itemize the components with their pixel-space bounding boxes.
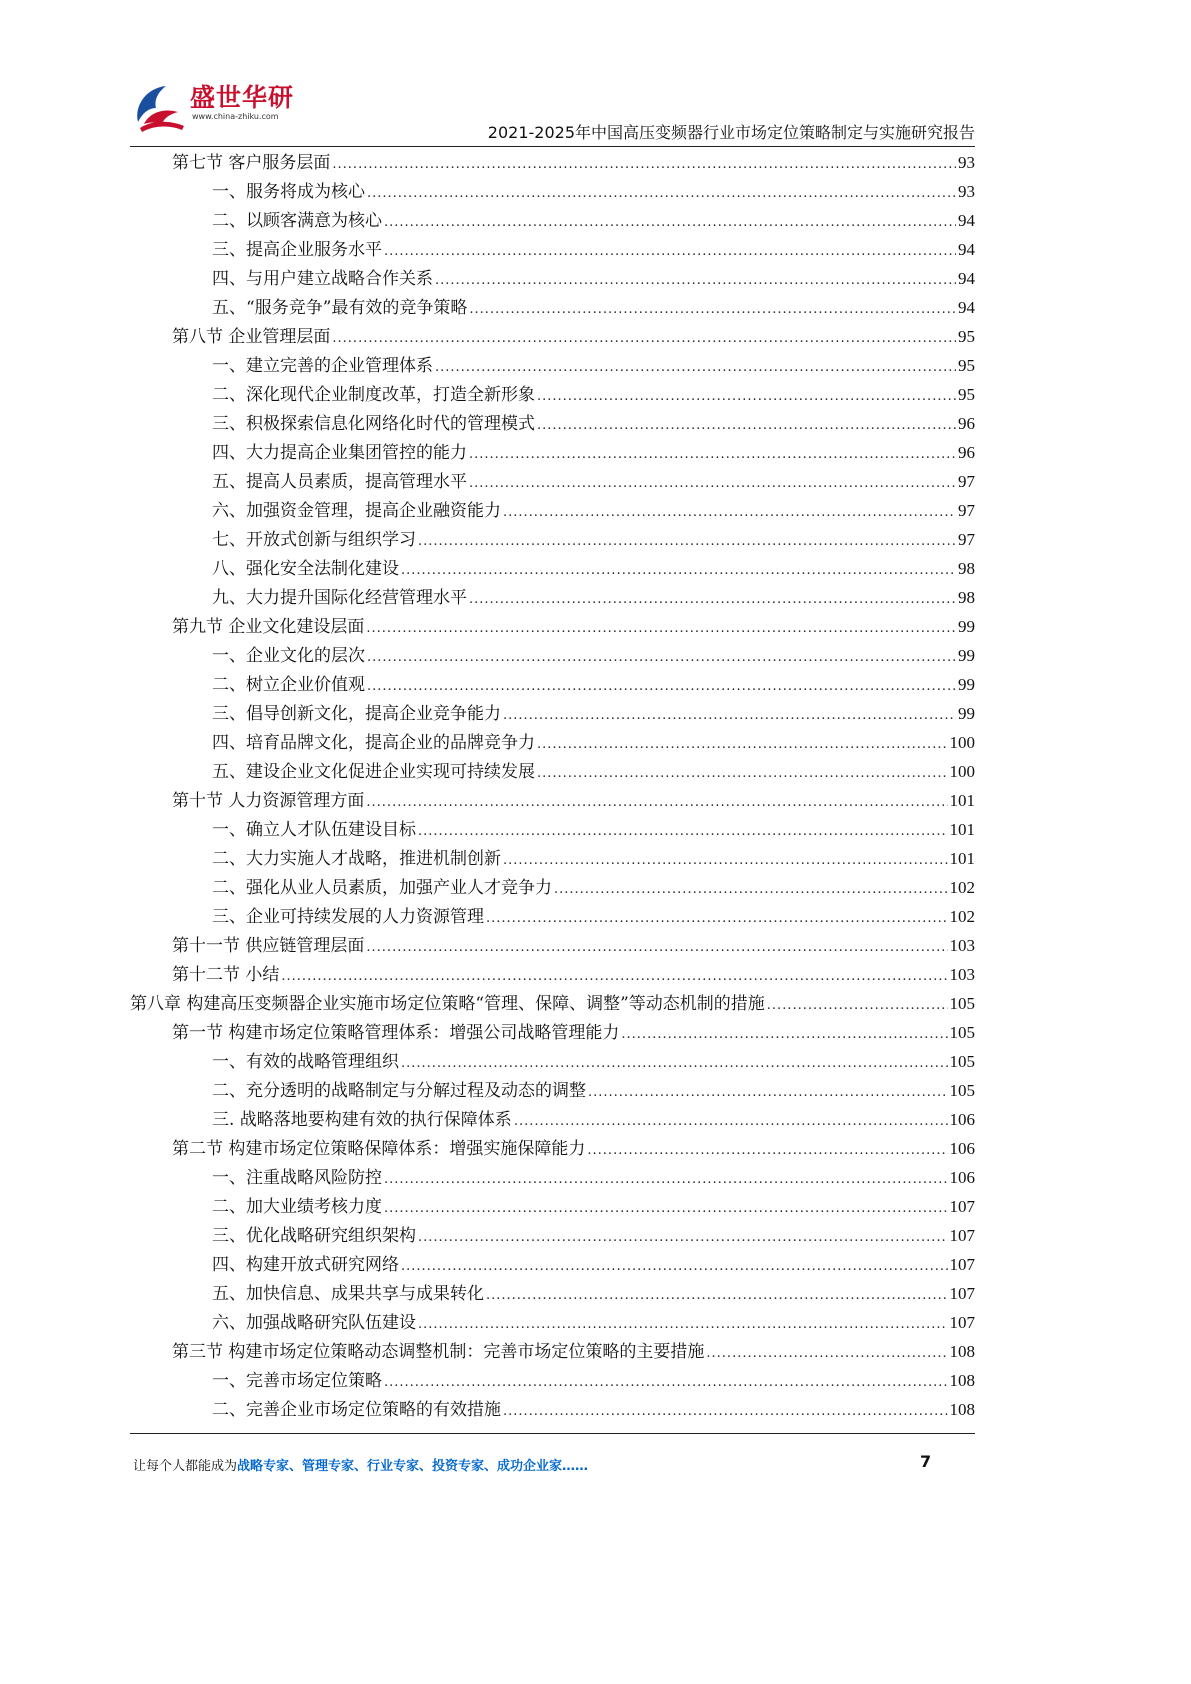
toc-entry-page: 99 <box>958 704 975 723</box>
toc-entry-title: 五、建设企业文化促进企业实现可持续发展 <box>212 762 535 782</box>
toc-dot-leader <box>332 150 956 179</box>
toc-entry[interactable] <box>130 1337 975 1366</box>
report-title: 2021-2025年中国高压变频器行业市场定位策略制定与实施研究报告 <box>487 123 975 142</box>
toc-entry[interactable] <box>130 583 975 612</box>
toc-dot-leader <box>537 759 948 788</box>
toc-entry-page: 101 <box>949 791 975 810</box>
toc-dot-leader <box>332 324 956 353</box>
toc-dot-leader <box>401 556 956 585</box>
toc-dot-leader <box>418 817 948 846</box>
toc-dot-leader <box>401 1252 948 1281</box>
toc-entry[interactable] <box>130 931 975 960</box>
toc-entry[interactable] <box>130 467 975 496</box>
toc-entry-title: 六、加强资金管理，提高企业融资能力 <box>212 501 501 521</box>
toc-entry-title: 四、培育品牌文化，提高企业的品牌竞争力 <box>212 733 535 753</box>
toc-entry-page: 108 <box>949 1342 975 1361</box>
toc-entry-title: 一、注重战略风险防控 <box>212 1168 382 1188</box>
toc-entry[interactable] <box>130 525 975 554</box>
toc-entry[interactable] <box>130 786 975 815</box>
toc-entry[interactable] <box>130 960 975 989</box>
toc-entry-title: 第七节 客户服务层面 <box>172 153 331 173</box>
toc-entry-page: 97 <box>958 472 975 491</box>
toc-dot-leader <box>503 846 948 875</box>
toc-entry[interactable] <box>130 264 975 293</box>
toc-entry-page: 97 <box>958 530 975 549</box>
toc-entry-page: 99 <box>958 646 975 665</box>
toc-dot-leader <box>537 411 956 440</box>
toc-entry-page: 101 <box>949 820 975 839</box>
toc-entry[interactable] <box>130 728 975 757</box>
toc-entry[interactable] <box>130 554 975 583</box>
footer-divider <box>130 1433 975 1434</box>
toc-entry[interactable] <box>130 1047 975 1076</box>
toc-entry[interactable] <box>130 1221 975 1250</box>
toc-entry[interactable] <box>130 873 975 902</box>
toc-entry-title: 四、构建开放式研究网络 <box>212 1255 399 1275</box>
toc-dot-leader <box>401 1049 948 1078</box>
toc-entry-title: 二、大力实施人才战略，推进机制创新 <box>212 849 501 869</box>
page-number: 7 <box>920 1452 932 1471</box>
toc-entry[interactable] <box>130 1279 975 1308</box>
toc-dot-leader <box>537 382 956 411</box>
toc-entry-page: 95 <box>958 356 975 375</box>
toc-entry-page: 93 <box>958 153 975 172</box>
toc-dot-leader <box>537 730 948 759</box>
toc-dot-leader <box>469 440 956 469</box>
toc-entry[interactable] <box>130 322 975 351</box>
toc-entry-title: 二、强化从业人员素质，加强产业人才竞争力 <box>212 878 552 898</box>
toc-dot-leader <box>384 1194 948 1223</box>
toc-dot-leader <box>384 1165 948 1194</box>
toc-entry-page: 95 <box>958 327 975 346</box>
toc-dot-leader <box>281 962 947 991</box>
toc-entry-page: 105 <box>949 1023 975 1042</box>
toc-entry[interactable] <box>130 1134 975 1163</box>
toc-entry[interactable] <box>130 815 975 844</box>
toc-entry-page: 108 <box>949 1371 975 1390</box>
toc-entry-page: 105 <box>949 1052 975 1071</box>
toc-entry-page: 107 <box>949 1313 975 1332</box>
toc-entry-title: 五、“服务竞争”最有效的竞争策略 <box>212 298 468 318</box>
toc-entry-page: 93 <box>958 182 975 201</box>
toc-entry-title: 第二节 构建市场定位策略保障体系：增强实施保障能力 <box>172 1139 586 1159</box>
toc-dot-leader <box>366 788 947 817</box>
toc-entry-title: 九、大力提升国际化经营管理水平 <box>212 588 467 608</box>
toc-entry-page: 94 <box>958 240 975 259</box>
toc-entry-title: 第八节 企业管理层面 <box>172 327 331 347</box>
toc-entry[interactable] <box>130 1076 975 1105</box>
toc-entry-title: 三. 战略落地要构建有效的执行保障体系 <box>212 1110 512 1130</box>
toc-entry-title: 一、建立完善的企业管理体系 <box>212 356 433 376</box>
toc-entry-title: 二、完善企业市场定位策略的有效措施 <box>212 1400 501 1420</box>
logo-text: 盛世华研 <box>190 83 295 112</box>
toc-entry-page: 100 <box>949 733 975 752</box>
toc-entry[interactable] <box>130 1308 975 1337</box>
toc-entry-page: 97 <box>958 501 975 520</box>
toc-entry-title: 二、深化现代企业制度改革，打造全新形象 <box>212 385 535 405</box>
toc-entry-page: 107 <box>949 1197 975 1216</box>
toc-entry-page: 107 <box>949 1226 975 1245</box>
toc-entry-page: 103 <box>949 965 975 984</box>
toc-entry-title: 一、服务将成为核心 <box>212 182 365 202</box>
toc-entry-title: 二、充分透明的战略制定与分解过程及动态的调整 <box>212 1081 586 1101</box>
toc-entry-page: 107 <box>949 1284 975 1303</box>
toc-dot-leader <box>418 1223 948 1252</box>
toc-entry[interactable] <box>130 409 975 438</box>
toc-entry-page: 105 <box>949 1081 975 1100</box>
toc-dot-leader <box>767 991 948 1020</box>
toc-entry-title: 一、有效的战略管理组织 <box>212 1052 399 1072</box>
toc-dot-leader <box>503 1397 948 1426</box>
header-divider <box>130 146 975 147</box>
toc-entry-page: 107 <box>949 1255 975 1274</box>
toc-dot-leader <box>384 208 956 237</box>
toc-entry-title: 六、加强战略研究队伍建设 <box>212 1313 416 1333</box>
logo-url: www.china-zhiku.com <box>192 112 279 121</box>
toc-dot-leader <box>587 1136 947 1165</box>
toc-entry-title: 第十二节 小结 <box>172 965 280 985</box>
toc-entry-title: 五、加快信息、成果共享与成果转化 <box>212 1284 484 1304</box>
toc-dot-leader <box>706 1339 947 1368</box>
toc-entry-title: 三、优化战略研究组织架构 <box>212 1226 416 1246</box>
footer-slogan <box>133 1455 588 1474</box>
toc-entry-page: 101 <box>949 849 975 868</box>
toc-entry[interactable] <box>130 641 975 670</box>
toc-entry-page: 105 <box>949 994 975 1013</box>
toc-dot-leader <box>366 933 947 962</box>
toc-entry-title: 一、企业文化的层次 <box>212 646 365 666</box>
toc-entry-title: 第十一节 供应链管理层面 <box>172 936 365 956</box>
toc-entry[interactable] <box>130 1250 975 1279</box>
toc-entry-page: 106 <box>949 1110 975 1129</box>
toc-dot-leader <box>554 875 948 904</box>
toc-entry-title: 四、与用户建立战略合作关系 <box>212 269 433 289</box>
toc-entry[interactable] <box>130 380 975 409</box>
toc-entry[interactable] <box>130 177 975 206</box>
toc-entry[interactable] <box>130 293 975 322</box>
toc-entry[interactable] <box>130 438 975 467</box>
toc-entry-page: 94 <box>958 269 975 288</box>
toc-entry-title: 第一节 构建市场定位策略管理体系：增强公司战略管理能力 <box>172 1023 620 1043</box>
toc-entry[interactable] <box>130 1163 975 1192</box>
toc-dot-leader <box>384 1368 948 1397</box>
toc-entry-page: 106 <box>949 1139 975 1158</box>
toc-entry[interactable] <box>130 148 975 177</box>
page-header <box>130 70 975 150</box>
toc-dot-leader <box>514 1107 948 1136</box>
toc-dot-leader <box>486 904 948 933</box>
toc-entry[interactable] <box>130 1018 975 1047</box>
toc-dot-leader <box>486 1281 948 1310</box>
toc-entry[interactable] <box>130 351 975 380</box>
toc-dot-leader <box>366 614 956 643</box>
toc-dot-leader <box>367 643 956 672</box>
toc-entry[interactable] <box>130 989 975 1018</box>
toc-entry-title: 第九节 企业文化建设层面 <box>172 617 365 637</box>
toc-entry-title: 一、确立人才队伍建设目标 <box>212 820 416 840</box>
toc-entry[interactable] <box>130 1395 975 1424</box>
toc-entry-page: 100 <box>949 762 975 781</box>
toc-entry-title: 五、提高人员素质，提高管理水平 <box>212 472 467 492</box>
toc-entry-title: 第八章 构建高压变频器企业实施市场定位策略“管理、保障、调整”等动态机制的措施 <box>130 994 765 1014</box>
toc-entry[interactable] <box>130 844 975 873</box>
toc-dot-leader <box>435 266 956 295</box>
toc-dot-leader <box>469 469 956 498</box>
toc-entry[interactable] <box>130 670 975 699</box>
toc-dot-leader <box>503 701 956 730</box>
toc-dot-leader <box>469 585 956 614</box>
toc-entry-page: 98 <box>958 588 975 607</box>
toc-entry-title: 八、强化安全法制化建设 <box>212 559 399 579</box>
toc-entry-page: 108 <box>949 1400 975 1419</box>
toc-entry[interactable] <box>130 757 975 786</box>
footer-prefix: 让每个人都能成为 <box>133 1459 238 1474</box>
toc-entry-page: 98 <box>958 559 975 578</box>
toc-entry-title: 三、提高企业服务水平 <box>212 240 382 260</box>
toc-entry-title: 三、企业可持续发展的人力资源管理 <box>212 907 484 927</box>
toc-entry-title: 第十节 人力资源管理方面 <box>172 791 365 811</box>
toc-dot-leader <box>503 498 956 527</box>
toc-entry-page: 96 <box>958 414 975 433</box>
footer-highlight: 战略专家、管理专家、行业专家、投资专家、成功企业家…… <box>237 1459 589 1474</box>
toc-entry-title: 三、倡导创新文化，提高企业竞争能力 <box>212 704 501 724</box>
toc-dot-leader <box>367 672 956 701</box>
toc-dot-leader <box>384 237 956 266</box>
toc-entry-page: 102 <box>949 907 975 926</box>
toc-entry-title: 二、加大业绩考核力度 <box>212 1197 382 1217</box>
toc-dot-leader <box>367 179 956 208</box>
toc-dot-leader <box>418 1310 948 1339</box>
toc-entry[interactable] <box>130 235 975 264</box>
toc-entry-title: 第三节 构建市场定位策略动态调整机制：完善市场定位策略的主要措施 <box>172 1342 705 1362</box>
toc-entry-page: 106 <box>949 1168 975 1187</box>
toc-entry-title: 二、树立企业价值观 <box>212 675 365 695</box>
toc-entry-title: 二、以顾客满意为核心 <box>212 211 382 231</box>
toc-entry[interactable] <box>130 1105 975 1134</box>
toc-entry[interactable] <box>130 206 975 235</box>
toc-entry-page: 95 <box>958 385 975 404</box>
toc-entry-page: 99 <box>958 617 975 636</box>
toc-entry-page: 99 <box>958 675 975 694</box>
toc-entry[interactable] <box>130 496 975 525</box>
toc-dot-leader <box>621 1020 947 1049</box>
toc-entry[interactable] <box>130 612 975 641</box>
toc-entry-page: 102 <box>949 878 975 897</box>
toc-dot-leader <box>588 1078 948 1107</box>
toc-dot-leader <box>469 295 956 324</box>
toc-entry[interactable] <box>130 1192 975 1221</box>
toc-entry-page: 96 <box>958 443 975 462</box>
toc-entry-title: 七、开放式创新与组织学习 <box>212 530 416 550</box>
table-of-contents <box>130 148 975 1424</box>
toc-dot-leader <box>435 353 956 382</box>
toc-entry-title: 一、完善市场定位策略 <box>212 1371 382 1391</box>
toc-entry[interactable] <box>130 1366 975 1395</box>
toc-entry-page: 94 <box>958 298 975 317</box>
toc-entry[interactable] <box>130 902 975 931</box>
toc-entry-page: 103 <box>949 936 975 955</box>
toc-dot-leader <box>418 527 956 556</box>
toc-entry-title: 四、大力提高企业集团管控的能力 <box>212 443 467 463</box>
toc-entry-title: 三、积极探索信息化网络化时代的管理模式 <box>212 414 535 434</box>
toc-entry-page: 94 <box>958 211 975 230</box>
toc-entry[interactable] <box>130 699 975 728</box>
